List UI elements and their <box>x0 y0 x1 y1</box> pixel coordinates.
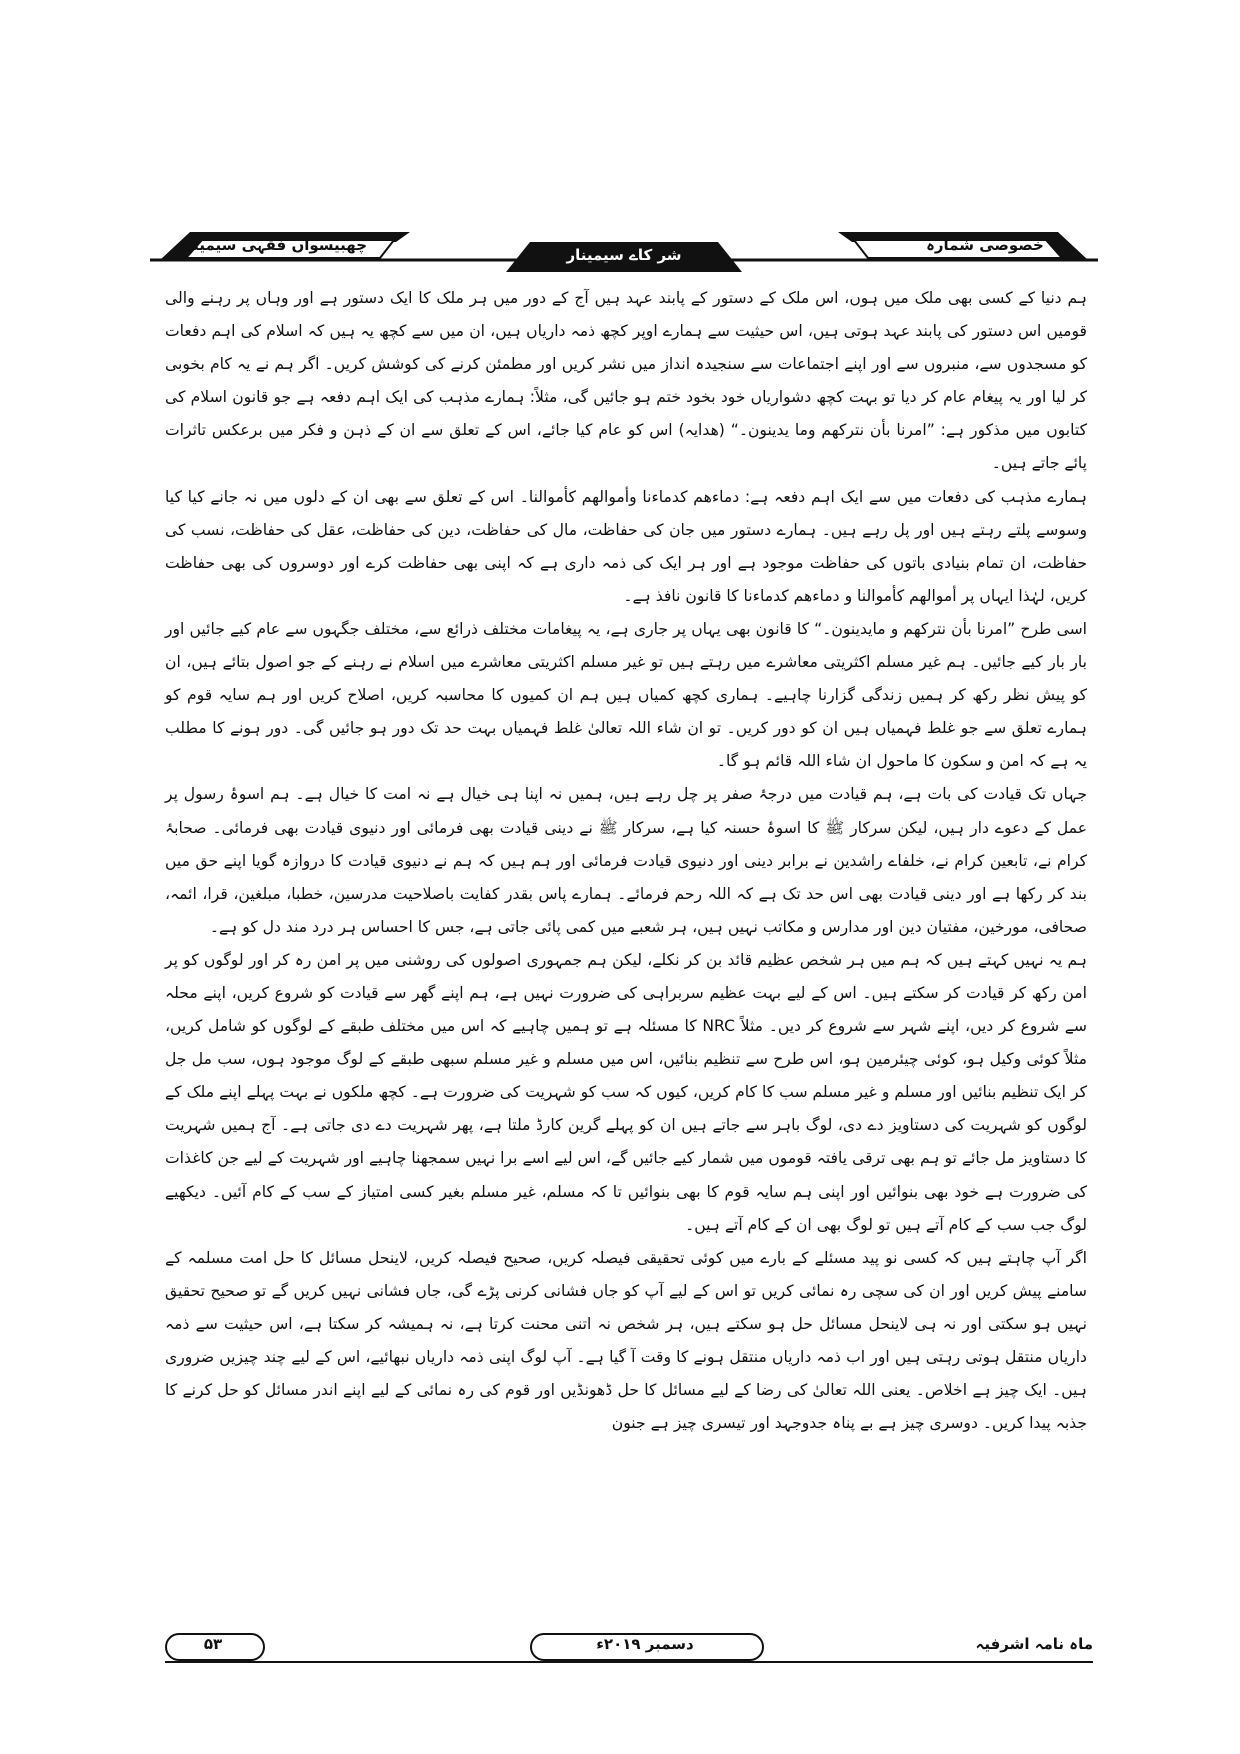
footer-rule <box>165 1661 1093 1663</box>
footer-magazine-name: ماہ نامہ اشرفیہ <box>975 1635 1093 1653</box>
page-footer <box>165 1627 1093 1673</box>
paragraph: جہاں تک قیادت کی بات ہے، ہم قیادت میں درجۂ صفر پر چل رہے ہیں، ہمیں نہ اپنا ہی خیال ہے نہ امت کا خیال ہے۔ ہم اسوۂ رسول پر عمل کے دعوے دار ہیں، لیکن سرکار ﷺ کا اسوۂ حسنہ کیا ہے، سرکار ﷺ نے دینی قیادت بھی فرمائی اور دنیوی قیادت بھی فرمائی۔ صحابۂ کرام نے، تابعین کرام نے، خلفاے راشدین نے برابر دینی اور دنیوی قیادت فرمائی اور ہم ہیں کہ ہم نے دنیوی قیادت کا دروازہ گویا اپنے حق میں بند کر رکھا ہے اور دینی قیادت بھی اس حد تک ہے کہ اللہ رحم فرمائے۔ ہمارے پاس بقدر کفایت باصلاحیت مدرسین، خطبا، مبلغین، قرا، ائمہ، صحافی، مورخین، مفتیان دین اور مدارس و مکاتب نہیں ہیں، ہر شعبے میں کمی پائی جاتی ہے، جس کا احساس ہر درد مند دل کو ہے۔ <box>165 785 1087 936</box>
paragraph: ہم یہ نہیں کہتے ہیں کہ ہم میں ہر شخص عظیم قائد بن کر نکلے، لیکن ہم جمہوری اصولوں کی روشنی میں پر امن رہ کر اور لوگوں کو پر امن رکھ کر قیادت کر سکتے ہیں۔ اس کے لیے بہت عظیم سربراہی کی ضرورت نہیں ہے، ہم اپنے گھر سے قیادت کو شروع کریں، اپنے محلہ سے شروع کر دیں، اپنے شہر سے شروع کر دیں۔ مثلاً NRC کا مسئلہ ہے تو ہمیں چاہیے کہ اس میں مختلف طبقے کے لوگوں کو شامل کریں، مثلاً کوئی وکیل ہو، کوئی چیئرمین ہو، اس طرح سے تنظیم بنائیں، اس میں مسلم و غیر مسلم سبھی طبقے کے لوگ موجود ہوں، سب مل جل کر ایک تنظیم بنائیں اور مسلم و غیر مسلم سب کا کام کریں، کیوں کہ سب کو شہریت کی ضرورت ہے۔ کچھ ملکوں نے بہت پہلے اپنے ملک کے لوگوں کو شہریت کی دستاویز دے دی، لوگ باہر سے جاتے ہیں ان کو پہلے گرین کارڈ ملتا ہے، پھر شہریت دے دی جاتی ہے۔ آج ہمیں شہریت کا دستاویز مل جائے تو ہم بھی ترقی یافتہ قوموں میں شمار کیے جائیں گے، اس لیے اسے برا نہیں سمجھنا چاہیے اور شہریت کے لیے جن کاغذات کی ضرورت ہے خود بھی بنوائیں اور اپنی ہم سایہ قوم کا بھی بنوائیں تا کہ مسلم، غیر مسلم بغیر کسی امتیاز کے سب کے کام آئیں۔ دیکھیے لوگ جب سب کے کام آتے ہیں تو لوگ بھی ان کے کام آتے ہیں۔ <box>165 950 1087 1234</box>
footer-date: دسمبر ۲۰۱۹ء <box>596 1635 694 1653</box>
page-header <box>150 228 1098 276</box>
header-right-tab: خصوصی شمارہ <box>926 236 1044 254</box>
paragraph: ہمارے مذہب کی دفعات میں سے ایک اہم دفعہ ہے: دماءھم کدماءنا وأموالھم کأموالنا۔ اس کے تعلق سے بھی ان کے دلوں میں نہ جانے کیا کیا وسوسے پلتے رہتے ہیں اور پل رہے ہیں۔ ہمارے دستور میں جان کی حفاظت، مال کی حفاظت، دین کی حفاظت، عقل کی حفاظت، نسب کی حفاظت، ان تمام بنیادی باتوں کی حفاظت موجود ہے اور ہر ایک کی ذمہ داری ہے کہ اپنی بھی حفاظت کرے اور دوسروں کی بھی حفاظت کریں، لہٰذا ایہاں پر أموالھم کأموالنا و دماءھم کدماءنا کا قانون نافذ ہے۔ <box>165 487 1087 605</box>
header-left-tab: چھبیسواں فقہی سیمینار <box>178 236 368 254</box>
paragraph: اسی طرح ”امرنا بأن نترکھم و مایدینون۔“ کا قانون بھی یہاں پر جاری ہے، یہ پیغامات مختلف ذرائع سے، مختلف جگہوں سے عام کیے جائیں اور بار بار کیے جائیں۔ ہم غیر مسلم اکثریتی معاشرے میں رہتے ہیں تو غیر مسلم اکثریتی معاشرے میں اسلام نے رہنے کے جو اصول بتائے ہیں، ان کو پیش نظر رکھ کر ہمیں زندگی گزارنا چاہیے۔ ہماری کچھ کمیاں ہیں ہم ان کمیوں کا محاسبہ کریں، اصلاح کریں اور ہم سایہ قوم کو ہمارے تعلق سے جو غلط فہمیاں ہیں ان کو دور کریں۔ تو ان شاء اللہ تعالیٰ غلط فہمیاں بہت حد تک دور ہو جائیں گی۔ دور ہونے کا مطلب یہ ہے کہ امن و سکون کا ماحول ان شاء اللہ قائم ہو گا۔ <box>165 619 1087 771</box>
page-number: ۵۳ <box>203 1635 223 1653</box>
paragraph: اگر آپ چاہتے ہیں کہ کسی نو پید مسئلے کے بارے میں کوئی تحقیقی فیصلہ کریں، صحیح فیصلہ کریں، لاینحل مسائل کا حل امت مسلمہ کے سامنے پیش کریں اور ان کی سچی رہ نمائی کریں تو اس کے لیے آپ کو جاں فشانی کرنی پڑے گی، جاں فشانی نہیں کریں گے تو صحیح تحقیق نہیں ہو سکتی اور نہ ہی لاینحل مسائل حل ہو سکتے ہیں، ہر شخص نہ اتنی محنت کرتا ہے، نہ ہمیشہ کر سکتا ہے، اس حیثیت سے ذمہ داریاں منتقل ہوتی رہتی ہیں اور اب ذمہ داریاں منتقل ہونے کا وقت آ گیا ہے۔ آپ لوگ اپنی ذمہ داریاں نبھائیے، اس کے لیے چند چیزیں ضروری ہیں۔ ایک چیز ہے اخلاص۔ یعنی اللہ تعالیٰ کی رضا کے لیے مسائل کا حل ڈھونڈیں اور قوم کی رہ نمائی کے لیے اپنے اندر مسائل کو حل کرنے کا جذبہ پیدا کریں۔ دوسری چیز ہے بے پناہ جدوجہد اور تیسری چیز ہے جنون <box>165 1248 1087 1433</box>
header-center-tab: شر کاے سیمینار <box>566 246 682 264</box>
paragraph: ہم دنیا کے کسی بھی ملک میں ہوں، اس ملک کے دستور کے پابند عہد ہیں آج کے دور میں ہر ملک کا ایک دستور ہے اور وہاں پر رہنے والی قومیں اس دستور کی پابند عہد ہوتی ہیں، اس حیثیت سے ہمارے اوپر کچھ ذمہ داریاں ہیں، ان میں سے کچھ یہ ہیں کہ اسلام کی اہم دفعات کو مسجدوں سے، منبروں سے اور اپنے اجتماعات سے سنجیدہ انداز میں نشر کریں اور مطمئن کرنے کی کوشش کریں۔ اگر ہم نے یہ کام بخوبی کر لیا اور یہ پیغام عام کر دیا تو بہت کچھ دشواریاں خود بخود ختم ہو جائیں گی، مثلاً: ہمارے مذہب کی ایک اہم دفعہ ہے جو قانون اسلام کی کتابوں میں مذکور ہے: ”امرنا بأن نترکھم وما یدینون۔“ (ھدایہ) اس کو عام کیا جائے، اس کے تعلق سے ان کے ذہن و فکر میں برعکس تاثرات پائے جاتے ہیں۔ <box>165 289 1087 473</box>
article-body <box>165 282 1087 1440</box>
